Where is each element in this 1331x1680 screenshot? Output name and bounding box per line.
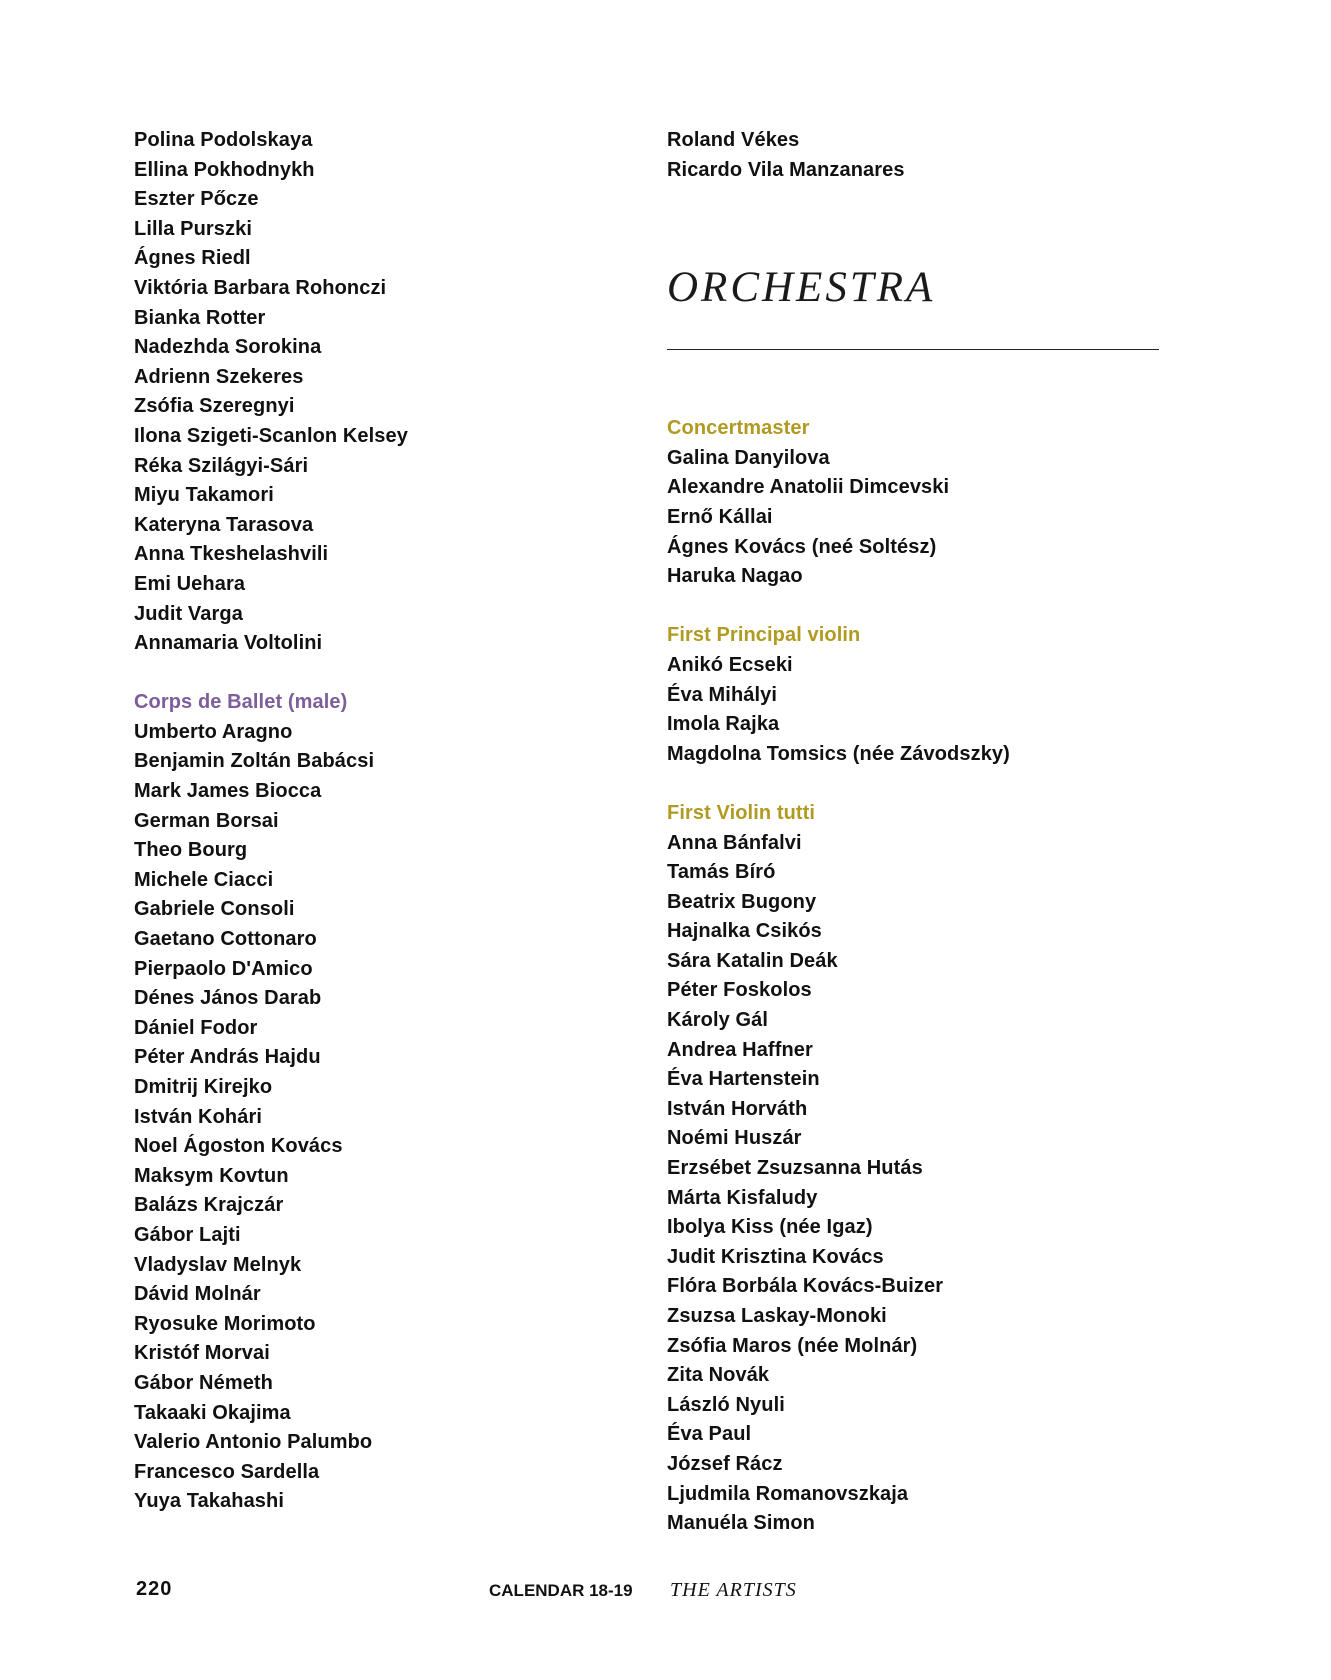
footer-calendar-label: CALENDAR 18-19 [489,1581,633,1600]
name-entry: Magdolna Tomsics (née Závodszky) [667,742,1010,765]
name-entry: Éva Mihályi [667,683,778,706]
name-entry: Réka Szilágyi-Sári [134,454,309,477]
name-entry: László Nyuli [667,1393,785,1416]
concertmaster-heading: Concertmaster [667,417,810,440]
first-principal-violin-heading: First Principal violin [667,624,861,647]
name-entry: Umberto Aragno [134,720,293,743]
name-entry: Éva Paul [667,1423,752,1446]
name-entry: Vladyslav Melnyk [134,1253,302,1276]
name-entry: István Kohári [134,1105,262,1128]
name-entry: Noémi Huszár [667,1127,802,1150]
name-entry: Gábor Németh [134,1371,274,1394]
name-entry: István Horváth [667,1097,808,1120]
name-entry: Manuéla Simon [667,1512,815,1535]
name-entry: Péter András Hajdu [134,1046,321,1069]
corps-de-ballet-male-heading: Corps de Ballet (male) [134,691,348,714]
name-entry: Nadezhda Sorokina [134,336,322,359]
name-entry: Polina Podolskaya [134,129,313,151]
name-entry: Ágnes Kovács (neé Soltész) [667,535,937,558]
left-column [134,126,614,1517]
ballet-female-list [134,126,614,659]
name-entry: Adrienn Szekeres [134,365,304,388]
right-column [667,126,1187,1539]
name-entry: Kristóf Morvai [134,1342,270,1365]
name-entry: Anikó Ecseki [667,653,793,676]
name-entry: Kateryna Tarasova [134,513,314,536]
name-entry: Ágnes Riedl [134,247,251,270]
name-entry: Zsófia Szeregnyi [134,395,295,418]
name-entry: Ibolya Kiss (née Igaz) [667,1216,873,1239]
name-entry: Roland Vékes [667,129,800,151]
name-entry: Yuya Takahashi [134,1490,284,1513]
name-entry: Dániel Fodor [134,1016,258,1039]
ballet-continued-list [667,126,1187,185]
name-entry: Ellina Pokhodnykh [134,158,315,181]
name-entry: Dmitrij Kirejko [134,1076,273,1098]
name-entry: Anna Tkeshelashvili [134,543,329,566]
corps-de-ballet-male-list [134,718,614,1517]
name-entry: Mark James Biocca [134,780,322,803]
name-entry: Viktória Barbara Rohonczi [134,276,387,299]
title-divider [667,349,1159,350]
name-entry: Ilona Szigeti-Scanlon Kelsey [134,424,408,447]
name-entry: Péter Foskolos [667,979,812,1002]
name-entry: Dávid Molnár [134,1283,261,1306]
name-entry: Tamás Bíró [667,861,776,884]
name-entry: Károly Gál [667,1009,769,1032]
footer-section-label: THE ARTISTS [670,1579,797,1601]
page-number: 220 [136,1578,173,1600]
name-entry: Hajnalka Csikós [667,920,822,943]
name-entry: Gabriele Consoli [134,898,295,921]
name-entry: Michele Ciacci [134,868,274,891]
name-entry: Emi Uehara [134,572,246,595]
name-entry: Annamaria Voltolini [134,632,323,655]
name-entry: Zsófia Maros (née Molnár) [667,1334,918,1357]
name-entry: Beatrix Bugony [667,890,817,913]
name-entry: Balázs Krajczár [134,1194,284,1217]
name-entry: Noel Ágoston Kovács [134,1135,343,1158]
name-entry: Ljudmila Romanovszkaja [667,1482,909,1505]
name-entry: Takaaki Okajima [134,1401,291,1424]
name-entry: Francesco Sardella [134,1460,320,1483]
name-entry: German Borsai [134,809,279,832]
name-entry: Benjamin Zoltán Babácsi [134,750,375,773]
name-entry: Zsuzsa Laskay-Monoki [667,1305,887,1327]
name-entry: Pierpaolo D'Amico [134,957,313,980]
first-violin-tutti-heading: First Violin tutti [667,801,816,824]
section-gap [667,769,1187,799]
name-entry: Judit Krisztina Kovács [667,1245,884,1268]
name-entry: Gábor Lajti [134,1223,241,1246]
name-entry: Alexandre Anatolii Dimcevski [667,476,950,499]
name-entry: Erzsébet Zsuzsanna Hutás [667,1157,923,1180]
name-entry: Ricardo Vila Manzanares [667,158,905,181]
name-entry: Lilla Purszki [134,217,253,240]
name-entry: Bianka Rotter [134,306,266,329]
name-entry: Márta Kisfaludy [667,1186,818,1209]
name-entry: Eszter Pőcze [134,188,259,211]
name-entry: Judit Varga [134,602,243,625]
name-entry: Éva Hartenstein [667,1068,820,1091]
first-principal-violin-list [667,651,1187,769]
name-entry: Anna Bánfalvi [667,831,802,854]
concertmaster-list [667,444,1187,592]
name-entry: Dénes János Darab [134,987,322,1010]
name-entry: Maksym Kovtun [134,1164,289,1187]
name-entry: Zita Novák [667,1364,770,1387]
first-violin-tutti-list [667,829,1187,1539]
section-gap [667,592,1187,622]
name-entry: Flóra Borbála Kovács-Buizer [667,1275,944,1298]
name-entry: Valerio Antonio Palumbo [134,1431,373,1454]
name-entry: József Rácz [667,1452,783,1475]
name-entry: Andrea Haffner [667,1038,813,1061]
name-entry: Haruka Nagao [667,565,803,588]
name-entry: Ernő Kállai [667,505,773,528]
section-gap [134,659,614,689]
name-entry: Ryosuke Morimoto [134,1312,316,1335]
name-entry: Galina Danyilova [667,446,830,469]
name-entry: Imola Rajka [667,713,780,736]
name-entry: Gaetano Cottonaro [134,928,317,951]
name-entry: Miyu Takamori [134,484,274,507]
name-entry: Theo Bourg [134,839,248,862]
orchestra-title: ORCHESTRA [667,264,936,312]
name-entry: Sára Katalin Deák [667,949,838,972]
